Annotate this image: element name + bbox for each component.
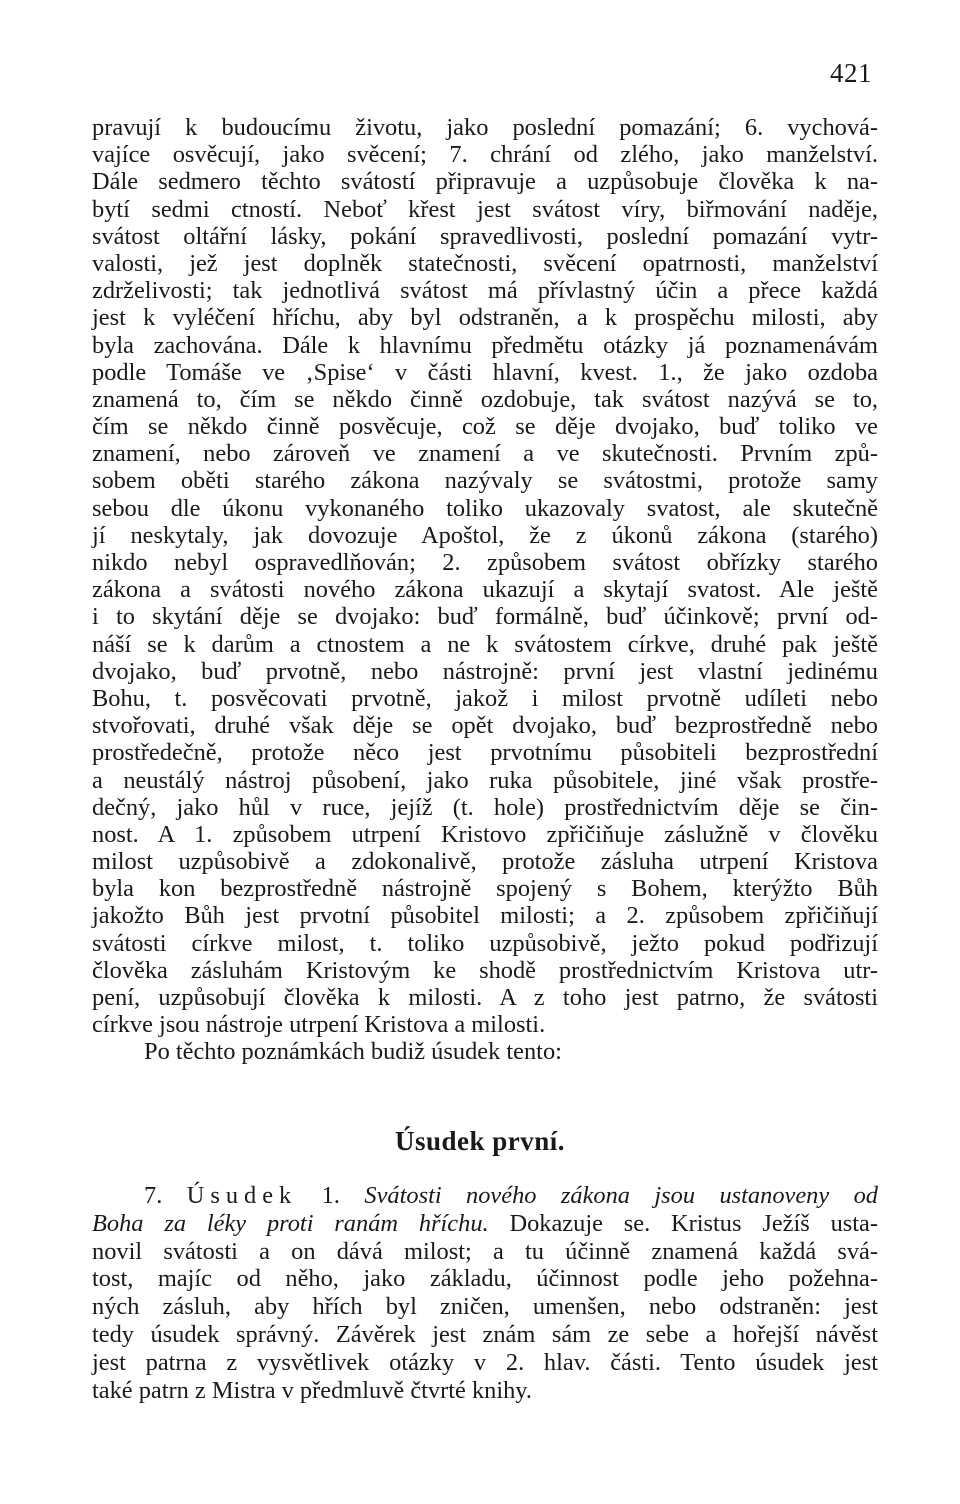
text-line: náší se k darům a ctnostem a ne k svátostem církve, druhé pak ještě xyxy=(92,630,878,658)
thesis-italic-part-1: Svátosti nového zákona jsou ustanoveny od xyxy=(364,1182,878,1209)
text-line: tedy úsudek správný. Závěrek jest znám sám ze sebe a hořejší návěst xyxy=(92,1320,878,1348)
text-line: Po těchto poznámkách budiž úsudek tento: xyxy=(144,1038,562,1066)
text-line: jakožto Bůh jest prvotní působitel milosti; a 2. způsobem zpřičiňují xyxy=(92,902,878,930)
text-line: církve jsou nástroje utrpení Kristova a milosti. xyxy=(92,1011,546,1039)
text-line: pravují k budoucímu životu, jako poslední pomazání; 6. vychová- xyxy=(92,114,878,141)
section-second-line xyxy=(92,1210,878,1238)
text-line: bytí sedmi ctností. Neboť křest jest svátost víry, biřmování naděje, xyxy=(92,195,878,223)
proof-start: Dokazuje se. Kristus Ježíš usta- xyxy=(509,1209,878,1237)
text-line: nikdo nebyl ospravedlňován; 2. způsobem svátost obřízky starého xyxy=(92,549,878,576)
text-line: člověka zásluhám Kristovým ke shodě prostřednictvím Kristova utr- xyxy=(92,956,878,984)
text-line: milost uzpůsobivě a zdokonalivě, protože zásluha utrpení Kristova xyxy=(92,848,878,876)
text-line: znamená to, čím se někdo činně ozdobuje, tak svátost nazývá se to, xyxy=(92,385,878,413)
page-number: 421 xyxy=(830,58,872,88)
text-line: podle Tomáše ve ‚Spise‘ v části hlavní, kvest. 1., že jako ozdoba xyxy=(92,358,878,386)
text-line: pení, uzpůsobují člověka k milosti. A z toho jest patrno, že svátosti xyxy=(92,984,878,1011)
text-line: i to skytání děje se dvojako: buď formálně, buď účinkově; první od- xyxy=(92,603,878,631)
text-line: byla zachována. Dále k hlavnímu předmětu otázky já poznamenávám xyxy=(92,331,878,359)
text-line: znamení, nebo zároveň ve znamení a ve skutečnosti. Prvním způ- xyxy=(92,440,878,468)
usudek-numeral: 1. xyxy=(321,1182,340,1209)
text-line: byla kon bezprostředně nástrojně spojený s Bohem, kterýžto Bůh xyxy=(92,875,878,903)
text-line: ných zásluh, aby hřích byl zničen, umenšen, nebo odstraněn: jest xyxy=(92,1293,878,1321)
text-line: jest patrna z vysvětlivek otázky v 2. hlav. části. Tento úsudek jest xyxy=(92,1348,878,1376)
text-line: stvořovati, druhé však děje se opět dvojako, buď bezprostředně nebo xyxy=(92,712,878,740)
text-line: nost. A 1. způsobem utrpení Kristovo zpřičiňuje záslužně v člověku xyxy=(92,820,878,848)
text-line: svátost oltářní lásky, pokání spravedlivosti, poslední pomazání vytr- xyxy=(92,222,878,250)
text-line: prostředečně, protože něco jest prvotnímu působiteli bezprostřední xyxy=(92,739,878,767)
section-heading: Úsudek první. xyxy=(394,1126,566,1156)
text-line: také patrn z Mistra v předmluvě čtvrté knihy. xyxy=(92,1376,533,1404)
text-line: svátosti církve milost, t. toliko uzpůsobivě, ježto pokud podřizují xyxy=(92,929,878,957)
paragraph-number: 7. xyxy=(144,1182,163,1209)
text-line: a neustálý nástroj působení, jako ruka působitele, jiné však prostře- xyxy=(92,766,878,794)
text-line: vajíce osvěcují, jako svěcení; 7. chrání od zlého, jako manželství. xyxy=(92,141,878,169)
section-first-line xyxy=(92,1182,878,1210)
text-line: zákona a svátosti nového zákona ukazují a skytají svatost. Ale ještě xyxy=(92,576,878,604)
text-line: zdrželivosti; tak jednotlivá svátost má přívlastný účin a přece každá xyxy=(92,277,878,305)
text-line: tost, majíc od něho, jako základu, účinnost podle jeho požehna- xyxy=(92,1265,878,1293)
text-line: Dále sedmero těchto svátostí připravuje a uzpůsobuje člověka k na- xyxy=(92,168,878,196)
main-text-block xyxy=(92,114,878,1066)
text-line: jest k vyléčení hříchu, aby byl odstraněn, a k prospěchu milosti, aby xyxy=(92,304,878,332)
text-line: sebou dle úkonu vykonaného toliko ukazovaly svatost, ale skutečně xyxy=(92,494,878,522)
text-line: valosti, jež jest doplněk statečnosti, svěcení opatrnosti, manželství xyxy=(92,249,878,277)
text-line: sobem oběti starého zákona nazývaly se svátostmi, protože samy xyxy=(92,467,878,495)
section-text-block xyxy=(92,1182,878,1404)
thesis-italic-part-2: Boha za léky proti ranám hříchu. xyxy=(92,1209,489,1237)
text-line: jí neskytaly, jak dovozuje Apoštol, že z úkonů zákona (starého) xyxy=(92,521,878,549)
text-line: dečný, jako hůl v ruce, jejíž (t. hole) prostřednictvím děje se čin- xyxy=(92,793,878,821)
text-line: novil svátosti a on dává milost; a tu účinně znamená každá svá- xyxy=(92,1237,878,1265)
text-line: dvojako, buď prvotně, nebo nástrojně: první jest vlastní jedinému xyxy=(92,657,878,685)
usudek-label: Úsudek xyxy=(186,1182,298,1209)
text-line: čím se někdo činně posvěcuje, což se děje dvojako, buď toliko ve xyxy=(92,413,878,441)
text-line: Bohu, t. posvěcovati prvotně, jakož i milost prvotně udíleti nebo xyxy=(92,684,878,712)
